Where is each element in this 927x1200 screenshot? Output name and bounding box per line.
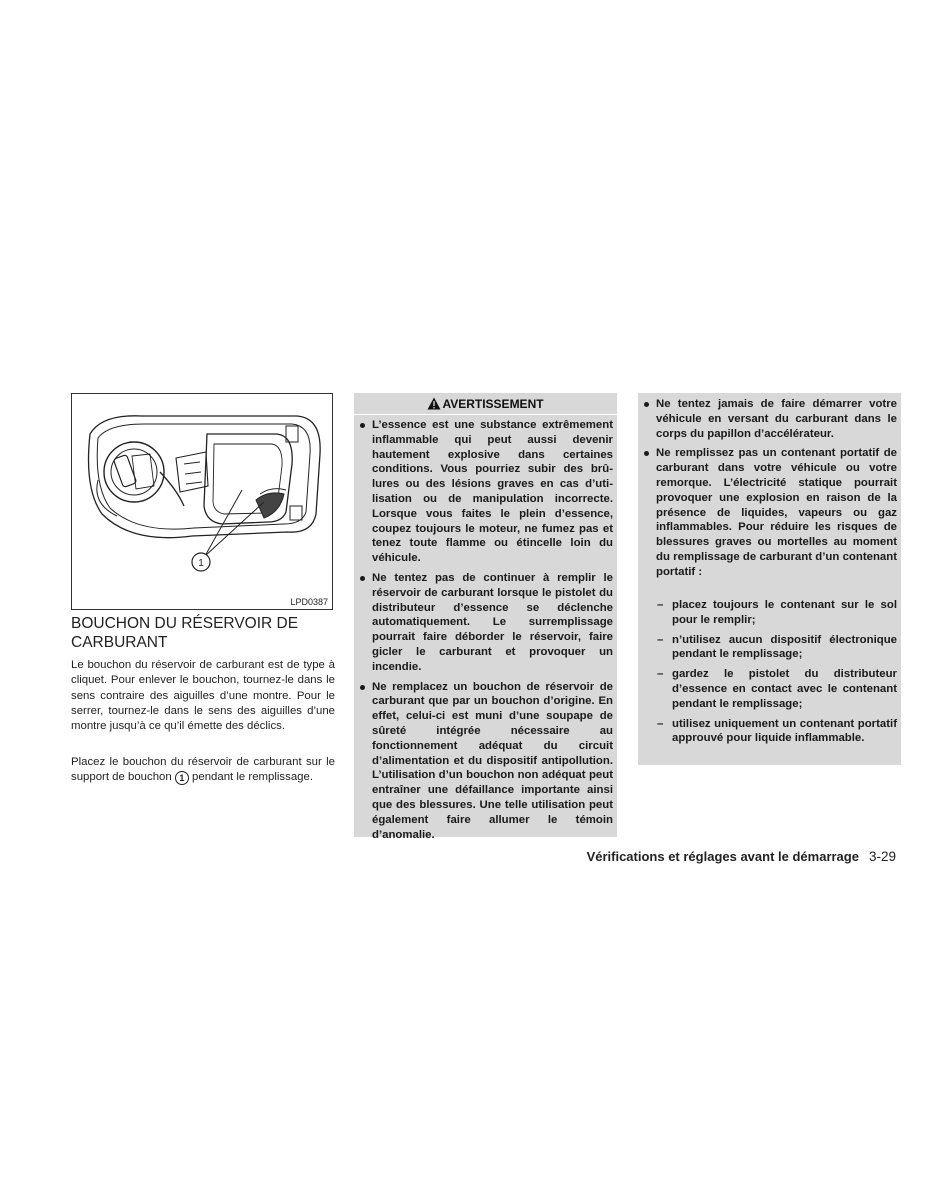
- warning-box-1: [354, 393, 617, 841]
- fuel-filler-cap-illustration: [72, 394, 332, 609]
- warning-item: L’essence est une substance extrêmement inflammable qui peut aussi devenir hautement explosive dans certaines conditions. Vous pourriez subir des brûlures ou des lésions graves en cas d’utilisation ou de manipulation incorrecte. Lorsque vous faites le plein d’essence, coupez toujours le moteur, ne fumez pas et tenez toute flamme ou étincelle loin du véhicule.: [354, 418, 613, 566]
- para2-text-before: Placez le bouchon du réservoir de carburant sur le support de bouchon: [71, 756, 335, 784]
- warning-triangle-icon: [427, 397, 441, 413]
- page-number: 3-29: [868, 849, 896, 864]
- warning-dash-item: – utilisez uniquement un contenant portatif approuvé pour liquide inflammable.: [638, 717, 897, 747]
- warning-title: [354, 397, 617, 413]
- footer-section-title: Vérifications et réglages avant le démarrage: [586, 849, 859, 864]
- section-heading: BOUCHON DU RÉSERVOIR DE CARBURANT: [71, 615, 299, 651]
- warning-item: Ne tentez jamais de faire démarrer votre véhicule en versant du carburant dans le corps du papillon d’accélérateur.: [638, 397, 897, 441]
- callout-number: 1: [198, 558, 204, 569]
- warning-item: Ne tentez pas de continuer à remplir le réservoir de carburant lorsque le pistolet du distributeur d’essence se déclenche automatiquement. Le surremplissage pourrait faire déborder le réservoir, faire gicler le carburant et provoquer un incendie.: [354, 571, 613, 675]
- body-paragraph-1: Le bouchon du réservoir de carburant est de type à cliquet. Pour enlever le bouchon, tournez-le dans le sens contraire des aiguilles d’une montre. Pour le serrer, tournez-le dans le sens des aiguilles d’une montre jusqu’à ce qu’il émette des déclics.: [71, 659, 335, 733]
- warning-dash-list: [638, 598, 897, 751]
- para2-text-after: pendant le remplissage.: [192, 771, 313, 784]
- callout-marker: 1: [175, 771, 189, 785]
- warning-item: Ne remplacez un bouchon de réservoir de carburant que par un bouchon d’origine. En effet, celui-ci est muni d’une soupape de sûreté intégrée nécessaire au fonctionnement adéquat du circuit d’alimentation et du dispositif antipollution. L’utilisation d’un bouchon non adéquat peut entraîner une défaillance importante ainsi que des blessures. Une telle utilisation peut également faire allumer le témoin d’anomalie.: [354, 680, 613, 843]
- warning-list-2: [638, 397, 897, 585]
- warning-list-1: [354, 418, 613, 847]
- page-footer: [587, 849, 896, 864]
- warning-item: Ne remplissez pas un contenant portatif de carburant dans votre véhicule ou votre remorque. L’électricité statique pourrait provoquer une explosion en raison de la présence de liquides, vapeurs ou gaz inflammables. Pour réduire les risques de blessures graves ou mortelles au moment du remplissage de carburant d’un contenant portatif :: [638, 446, 897, 579]
- warning-title-text: AVERTISSEMENT: [442, 397, 544, 411]
- figure-code: LPD0387: [290, 597, 328, 607]
- warning-divider: [354, 414, 617, 415]
- warning-dash-item: – n’utilisez aucun dispositif électronique pendant le remplissage;: [638, 633, 897, 663]
- body-paragraph-2: [71, 755, 335, 786]
- warning-dash-item: – placez toujours le contenant sur le sol pour le remplir;: [638, 598, 897, 628]
- warning-dash-item: – gardez le pistolet du distributeur d’essence en contact avec le contenant pendant le remplissage;: [638, 667, 897, 711]
- fuel-cap-figure: [71, 393, 333, 610]
- warning-box-2: [638, 393, 901, 765]
